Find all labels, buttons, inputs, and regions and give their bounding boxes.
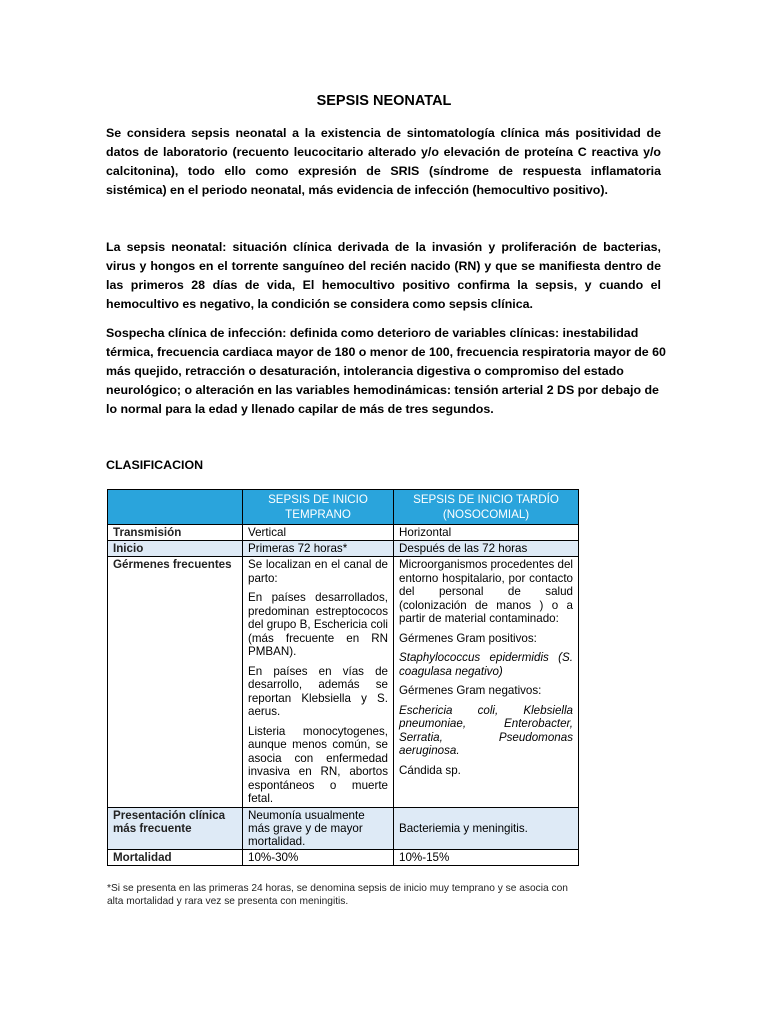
- germenes-early-line: Listeria monocytogenes, aunque menos común, se asocia con enfermedad invasiva en RN, abortos espontáneos o muerte fetal.: [248, 724, 388, 805]
- germenes-early-line: Se localizan en el canal de parto:: [248, 558, 388, 585]
- paragraph-sospecha-clinica: Sospecha clínica de infección: definida como deterioro de variables clínicas: inestabilidad térmica, frecuencia cardiaca mayor de 180 o menor de 100, frecuencia respiratoria mayor de 60 más quejido, retracción o desaturación, intolerancia digestiva o compromiso del estado neurológico; o alteración en las variables hemodinámicas: tensión arterial 2 DS por debajo de lo normal para la edad y llenado capilar de más de tres segundos.: [106, 326, 666, 416]
- table-row-presentacion: [108, 807, 579, 849]
- cell-germenes-late: [394, 557, 579, 808]
- col-header-early: SEPSIS DE INICIO TEMPRANO: [243, 490, 394, 525]
- cell-transmision-early: Vertical: [243, 525, 394, 541]
- table-footnote: *Si se presenta en las primeras 24 horas, se denomina sepsis de inicio muy temprano y se asocia con alta mortalidad y rara vez se presenta con meningitis.: [107, 883, 568, 907]
- germenes-late-line: Gérmenes Gram negativos:: [399, 684, 542, 697]
- paragraph-definition: Se considera sepsis neonatal a la existencia de sintomatología clínica más positividad de datos de laboratorio (recuento leucocitario alterado y/o elevación de proteína C reactiva y/o calcitonina), todo ello como expresión de SRIS (síndrome de respuesta inflamatoria sistémica) en el periodo neonatal, más evidencia de infección (hemocultivo positivo).: [106, 126, 661, 197]
- table-row-inicio: [108, 541, 579, 557]
- germenes-late-line: Cándida sp.: [399, 763, 461, 777]
- col-header-late: SEPSIS DE INICIO TARDÍO (NOSOCOMIAL): [394, 490, 579, 525]
- germenes-late-line: Staphylococcus epidermidis (S. coagulasa negativo): [399, 651, 573, 678]
- cell-transmision-late: Horizontal: [394, 525, 579, 541]
- section-title: CLASIFICACION: [106, 458, 204, 472]
- row-label-transmision: Transmisión: [108, 525, 243, 541]
- germenes-late-line: Gérmenes Gram positivos:: [399, 631, 537, 645]
- table-row-germenes: [108, 557, 579, 808]
- table-corner-cell: [108, 490, 243, 525]
- germenes-early-line: En países desarrollados, predominan estreptococos del grupo B, Eschericia coli (más frecuente en RN PMBAN).: [248, 591, 388, 658]
- classification-table: [107, 489, 579, 866]
- row-label-germenes: Gérmenes frecuentes: [108, 557, 243, 808]
- table-row-mortalidad: [108, 849, 579, 865]
- row-label-inicio: Inicio: [108, 541, 243, 557]
- germenes-late-line: Eschericia coli, Klebsiella pneumoniae, Enterobacter, Serratia, Pseudomonas aeruginosa.: [399, 703, 573, 757]
- page-title: SEPSIS NEONATAL: [316, 93, 452, 109]
- germenes-late-line: Microorganismos procedentes del entorno hospitalario, por contacto del personal de salud (colonización de manos ) o a partir de material contaminado:: [399, 558, 573, 625]
- cell-mortalidad-late: 10%-15%: [394, 849, 579, 865]
- cell-mortalidad-early: 10%-30%: [243, 849, 394, 865]
- cell-inicio-late: Después de las 72 horas: [394, 541, 579, 557]
- cell-presentacion-late: Bacteriemia y meningitis.: [394, 807, 579, 849]
- row-label-presentacion: Presentación clínica más frecuente: [108, 807, 243, 849]
- row-label-mortalidad: Mortalidad: [108, 849, 243, 865]
- cell-germenes-early: [243, 557, 394, 808]
- germenes-early-line: En países en vías de desarrollo, además se reportan Klebsiella y S. aerus.: [248, 664, 388, 718]
- paragraph-sepsis-neonatal: La sepsis neonatal: situación clínica derivada de la invasión y proliferación de bacterias, virus y hongos en el torrente sanguíneo del recién nacido (RN) y que se manifiesta dentro de las primeros 28 días de vida, El hemocultivo positivo confirma la sepsis, y cuando el hemocultivo es negativo, la condición se considera como sepsis clínica.: [106, 240, 661, 311]
- cell-inicio-early: Primeras 72 horas*: [243, 541, 394, 557]
- cell-presentacion-early: Neumonía usualmente más grave y de mayor mortalidad.: [243, 807, 394, 849]
- table-header-row: [108, 490, 579, 525]
- table-row-transmision: [108, 525, 579, 541]
